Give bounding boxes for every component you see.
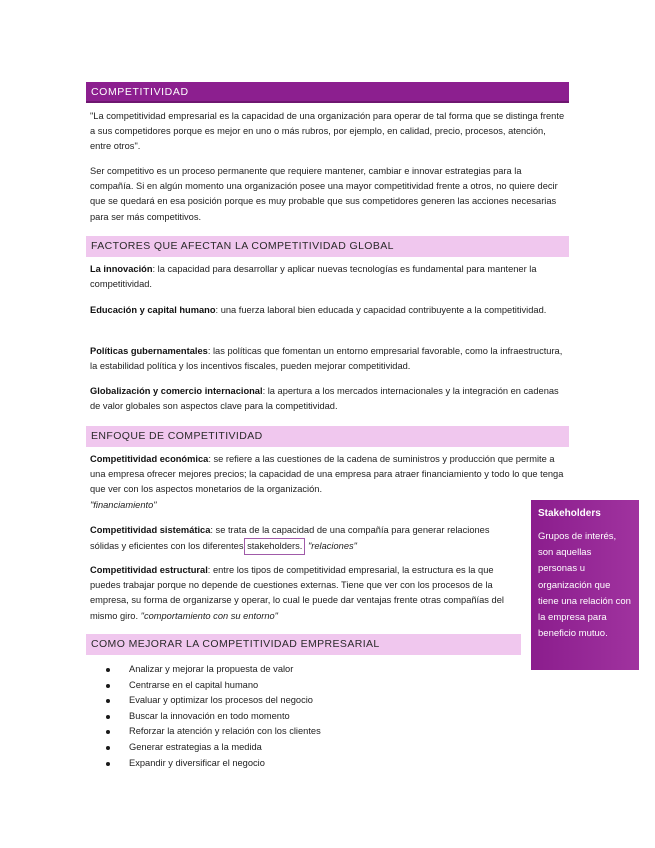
enfoque-text: : se trata de la capacidad de una compañía para generar relaciones sólidas y eficientes con los diferentes <box>90 525 490 552</box>
enfoque-tag: "financiamiento" <box>90 499 157 510</box>
bullet-icon <box>106 762 110 766</box>
heading-text: FACTORES QUE AFECTAN LA COMPETITIVIDAD GLOBAL <box>91 240 394 252</box>
enfoque-term: Competitividad sistemática <box>90 525 211 535</box>
list-item <box>104 678 321 694</box>
section-heading-competitividad <box>86 82 569 103</box>
factor-text: : la apertura a los mercados internacionales y la integración en cadenas de valor globales son aspectos clave para la competitividad. <box>90 386 559 412</box>
comment-title: Stakeholders <box>538 508 601 519</box>
improvement-list <box>104 662 321 771</box>
comment-text: Grupos de interés, son aquellas personas u organización que tiene una relación con la empresa para beneficio mutuo. <box>538 531 631 640</box>
heading-text: COMO MEJORAR LA COMPETITIVIDAD EMPRESARIAL <box>91 638 380 650</box>
enfoque-economica <box>90 452 566 513</box>
list-item-text: Buscar la innovación en todo momento <box>129 710 290 721</box>
list-item-text: Generar estrategias a la medida <box>129 741 262 752</box>
factor-term: Globalización y comercio internacional <box>90 386 263 396</box>
enfoque-tag: "comportamiento con su entorno" <box>140 610 278 621</box>
factor-educacion <box>90 303 566 318</box>
list-item-text: Evaluar y optimizar los procesos del negocio <box>129 695 313 706</box>
section-heading-mejorar <box>86 634 521 655</box>
factor-globalizacion <box>90 384 566 414</box>
enfoque-term: Competitividad estructural <box>90 565 208 575</box>
enfoque-text: : entre los tipos de competitividad empresarial, la estructura es la que puedes trabajar porque no depende de cuestiones externas. Tiene que ver con los procesos de la empresa, su forma de organizarse y operar, lo cual le puede dar ventajas frente otras compañías del mismo giro. <box>90 565 504 621</box>
factor-term: La innovación <box>90 264 153 274</box>
enfoque-term: Competitividad económica <box>90 454 209 464</box>
factor-text: : las políticas que fomentan un entorno empresarial favorable, como la infraestructura, la estabilidad política y los incentivos fiscales, pueden mejorar competitividad. <box>90 346 563 372</box>
list-item <box>104 709 321 725</box>
list-item-text: Centrarse en el capital humano <box>129 679 259 690</box>
heading-text: COMPETITIVIDAD <box>91 86 189 98</box>
intro-quote: "La competitividad empresarial es la capacidad de una organización para operar de tal forma que se distinga frente a sus competidores porque es mejor en uno o más rubros, por ejemplo, en calidad, precio, procesos, atención, entre otros". <box>90 111 565 152</box>
factor-politicas <box>90 344 566 374</box>
list-item <box>104 724 321 740</box>
list-item-text: Expandir y diversificar el negocio <box>129 757 265 768</box>
bullet-icon <box>106 684 110 688</box>
list-item <box>104 693 321 709</box>
bullet-icon <box>106 668 110 672</box>
factor-term: Educación y capital humano <box>90 305 216 315</box>
factor-text: : una fuerza laboral bien educada y capacidad contribuyente a la competitividad. <box>215 305 547 315</box>
bullet-icon <box>106 746 110 750</box>
enfoque-text: : se refiere a las cuestiones de la cadena de suministros y producción que permite a una empresa ofrecer mejores precios; la capacidad de una empresa para atraer financiamiento y todo lo que tenga que ver con los aspectos monetarios de la organización. <box>90 454 564 495</box>
heading-text: ENFOQUE DE COMPETITIVIDAD <box>91 430 263 442</box>
enfoque-tag: "relaciones" <box>307 541 357 552</box>
enfoque-sistematica <box>90 523 520 555</box>
bullet-icon <box>106 715 110 719</box>
enfoque-estructural <box>90 563 520 624</box>
list-item <box>104 662 321 678</box>
bullet-icon <box>106 730 110 734</box>
factor-innovacion <box>90 262 566 292</box>
list-item <box>104 756 321 772</box>
list-item-text: Analizar y mejorar la propuesta de valor <box>129 664 294 674</box>
bullet-icon <box>106 699 110 703</box>
section-heading-enfoque <box>86 426 569 447</box>
factor-term: Políticas gubernamentales <box>90 346 208 356</box>
stakeholders-comment-box[interactable] <box>531 500 639 670</box>
list-item-text: Reforzar la atención y relación con los clientes <box>129 726 321 737</box>
intro-paragraph: Ser competitivo es un proceso permanente que requiere mantener, cambiar e innovar estrategias para la compañía. Si en algún momento una organización posee una mayor competitividad frente a otros, no quiere decir que se quedará en esa posición porque es muy probable que sus competidores generen las acciones necesarias para ser más competitivos. <box>90 166 558 222</box>
section-heading-factores <box>86 236 569 257</box>
factor-text: : la capacidad para desarrollar y aplicar nuevas tecnologías es fundamental para mantener la competitividad. <box>90 264 537 290</box>
list-item <box>104 740 321 756</box>
stakeholders-comment-anchor[interactable]: stakeholders. <box>244 538 305 555</box>
